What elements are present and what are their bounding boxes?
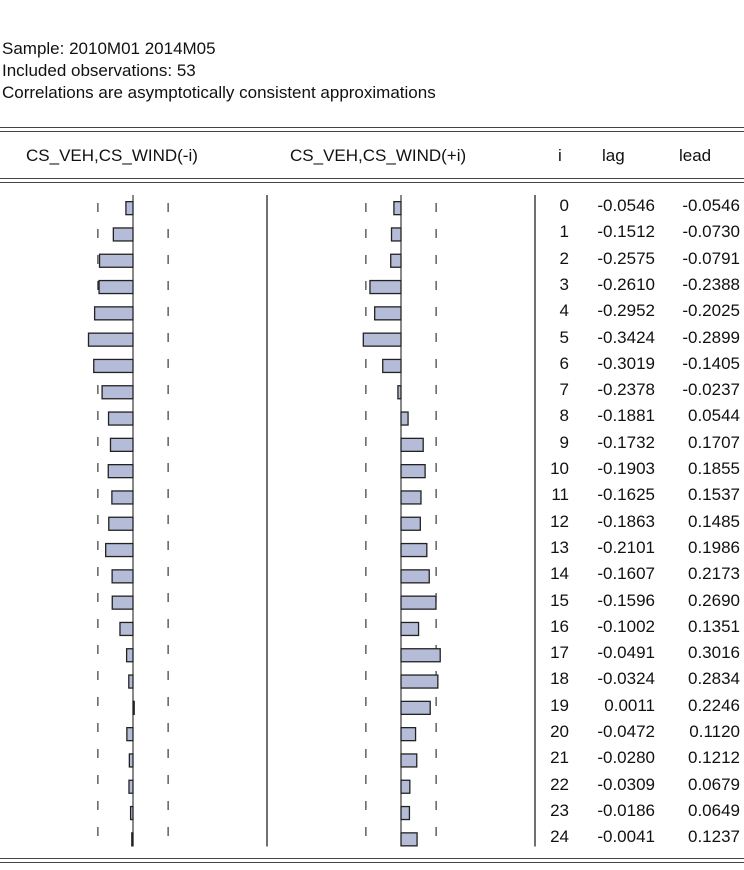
lead-bar (401, 780, 410, 793)
lead-value: -0.0730 (682, 222, 740, 242)
lead-value: 0.1707 (688, 432, 740, 452)
lag-value: -0.1607 (597, 564, 655, 584)
lag-value: -0.3424 (597, 327, 655, 347)
lag-bar (113, 228, 133, 241)
lead-value: -0.0791 (682, 248, 740, 268)
lag-value: -0.2378 (597, 380, 655, 400)
lead-bar (401, 833, 417, 846)
lag-index: 6 (559, 353, 569, 373)
lead-value: 0.2246 (688, 695, 740, 715)
lag-bar (112, 491, 133, 504)
lead-value: 0.2173 (688, 564, 740, 584)
sample-text: Sample: 2010M01 2014M05 (2, 39, 216, 58)
lag-index: 16 (550, 616, 569, 636)
lead-bar (370, 281, 401, 294)
lead-value: 0.3016 (688, 643, 740, 663)
lead-value: 0.1351 (688, 616, 740, 636)
lag-index: 22 (550, 774, 569, 794)
lag-index: 23 (550, 800, 569, 820)
lag-index: 13 (550, 537, 569, 557)
lag-index: 3 (559, 274, 569, 294)
lead-bar (401, 517, 420, 530)
lag-bar (129, 754, 133, 767)
lead-value: 0.2834 (688, 669, 740, 689)
lag-bar (100, 254, 133, 267)
lead-bar (401, 807, 409, 820)
lag-bar (109, 517, 133, 530)
i-heading: i (558, 146, 562, 165)
lag-value: -0.2610 (597, 274, 655, 294)
bottom-rule-1 (0, 858, 744, 859)
lag-index: 21 (550, 748, 569, 768)
lead-value: -0.0546 (682, 196, 740, 215)
lag-index: 1 (559, 222, 569, 242)
lead-bar (394, 202, 401, 215)
lag-index: 4 (559, 301, 569, 321)
lead-value: -0.2388 (682, 274, 740, 294)
lead-chart-heading: CS_VEH,CS_WIND(+i) (290, 146, 467, 165)
lag-bar (108, 465, 133, 478)
lag-value: -0.1903 (597, 459, 655, 478)
lag-index: 24 (550, 827, 569, 847)
lag-index: 15 (550, 590, 569, 610)
lag-index: 10 (550, 459, 569, 478)
lead-bar (401, 491, 421, 504)
lag-index: 9 (559, 432, 569, 452)
lag-bar (120, 622, 133, 635)
lead-bar (391, 254, 401, 267)
lag-bar (127, 649, 133, 662)
lag-index: 17 (550, 643, 569, 663)
lead-value: 0.2690 (688, 590, 740, 610)
lag-value: -0.2575 (597, 248, 655, 268)
lag-value: -0.1596 (597, 590, 655, 610)
lag-index: 8 (559, 406, 569, 426)
lead-heading: lead (679, 146, 712, 165)
lag-value: -0.0546 (597, 196, 655, 215)
lag-value: -0.1512 (597, 222, 655, 242)
lag-index: 19 (550, 695, 569, 715)
lag-value: -0.0491 (597, 643, 655, 663)
lead-bar (401, 622, 419, 635)
lag-index: 12 (550, 511, 569, 531)
lead-bar (375, 307, 401, 320)
lead-bar (401, 701, 430, 714)
lag-bar (88, 333, 133, 346)
lead-bar (401, 649, 440, 662)
lag-index: 14 (550, 564, 569, 584)
lag-heading: lag (602, 146, 625, 165)
lead-value: 0.1537 (688, 485, 740, 505)
lead-bar (363, 333, 401, 346)
lag-bar (129, 675, 133, 688)
lag-value: -0.1002 (597, 616, 655, 636)
lag-value: -0.1732 (597, 432, 655, 452)
lag-chart-heading: CS_VEH,CS_WIND(-i) (26, 146, 198, 165)
lag-bar (112, 570, 133, 583)
lead-bar (401, 412, 408, 425)
lead-value: 0.1485 (688, 511, 740, 531)
lag-value: -0.3019 (597, 353, 655, 373)
lag-index: 11 (551, 485, 569, 505)
lead-value: -0.2899 (682, 327, 740, 347)
lag-value: -0.2952 (597, 301, 655, 321)
lead-bar (401, 728, 416, 741)
lag-value: -0.0041 (597, 827, 655, 847)
bottom-rule-2 (0, 862, 744, 863)
lag-index: 5 (559, 327, 569, 347)
lag-value: 0.0011 (604, 695, 655, 715)
lag-bar (129, 780, 133, 793)
lead-bar (398, 386, 401, 399)
lag-value: -0.1863 (597, 511, 655, 531)
lead-value: 0.1986 (688, 537, 740, 557)
lag-bar (126, 202, 133, 215)
lead-value: 0.0544 (688, 406, 740, 426)
lag-bar (110, 438, 133, 451)
lag-bar (132, 833, 133, 846)
lead-bar (401, 596, 436, 609)
lag-bar (95, 307, 133, 320)
observations-text: Included observations: 53 (2, 61, 196, 80)
lag-index: 0 (559, 196, 569, 215)
lag-index: 18 (550, 669, 569, 689)
lead-bar (401, 438, 423, 451)
lag-bar (133, 701, 134, 714)
lag-value: -0.1881 (597, 406, 655, 426)
lag-value: -0.2101 (597, 537, 655, 557)
lag-bar (127, 728, 133, 741)
lag-bar (106, 544, 133, 557)
lead-value: -0.0237 (682, 380, 740, 400)
lead-value: 0.1212 (688, 748, 740, 768)
lag-index: 20 (550, 722, 569, 741)
lag-value: -0.0309 (597, 774, 655, 794)
lead-bar (401, 675, 438, 688)
lead-value: -0.1405 (682, 353, 740, 373)
lag-bar (94, 359, 133, 372)
lag-bar (131, 807, 133, 820)
lag-value: -0.0324 (597, 669, 655, 689)
lead-value: 0.0649 (688, 800, 740, 820)
lag-value: -0.1625 (597, 485, 655, 505)
lag-value: -0.0186 (597, 800, 655, 820)
lag-value: -0.0472 (597, 722, 655, 741)
lead-bar (401, 544, 427, 557)
lag-bar (99, 281, 133, 294)
lead-value: 0.1855 (688, 459, 740, 478)
lead-value: -0.2025 (682, 301, 740, 321)
lag-bar (112, 596, 133, 609)
note-text: Correlations are asymptotically consistent approximations (2, 83, 436, 102)
lead-bar (401, 570, 429, 583)
lead-value: 0.1120 (689, 722, 740, 741)
lag-bar (109, 412, 133, 425)
lag-bar (102, 386, 133, 399)
lead-value: 0.1237 (688, 827, 740, 847)
lag-index: 7 (559, 380, 569, 400)
lag-value: -0.0280 (597, 748, 655, 768)
lead-bar (401, 754, 417, 767)
lag-index: 2 (559, 248, 569, 268)
lead-value: 0.0679 (688, 774, 740, 794)
lead-bar (392, 228, 401, 241)
lead-bar (383, 359, 401, 372)
lead-bar (401, 465, 425, 478)
